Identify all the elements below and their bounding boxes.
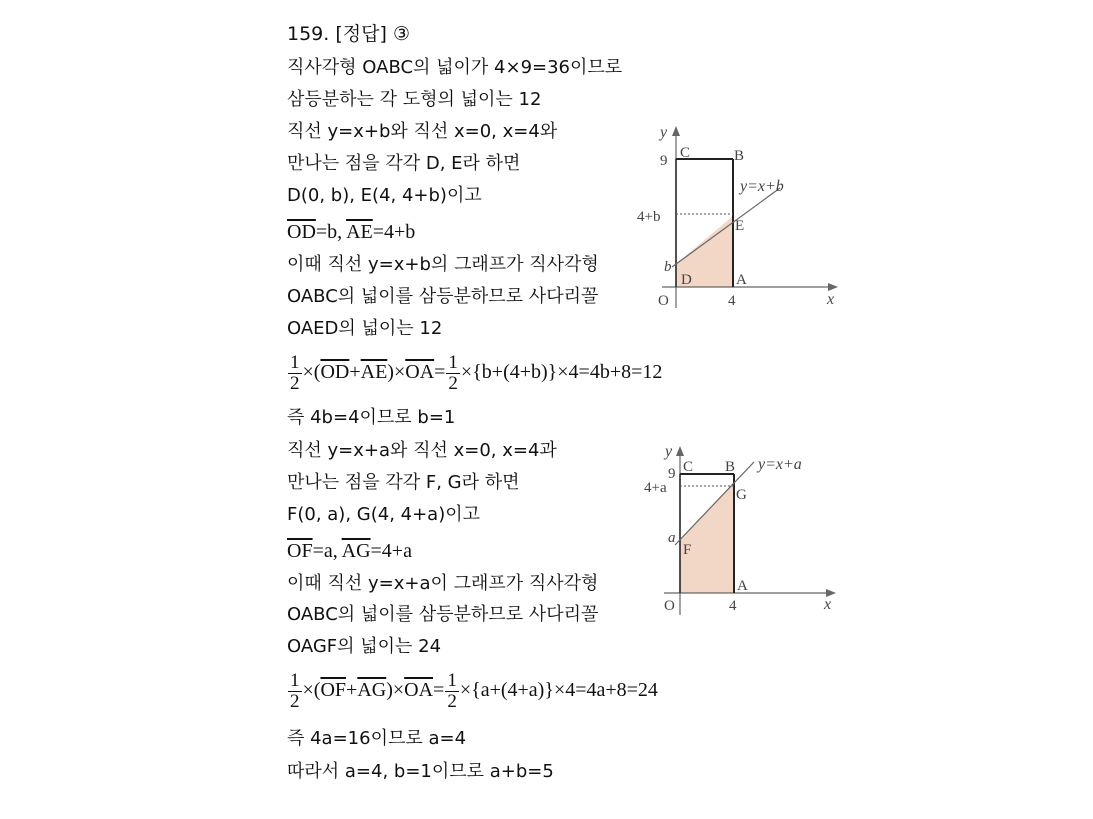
segment-OF: $\overline{OF}$ (320, 679, 347, 701)
text-line: OAGF의 넓이는 24 (287, 636, 442, 657)
x-axis-arrow (828, 283, 838, 291)
eq-part: ×{b+(4+b)}×4=4b+8=12 (460, 361, 663, 383)
eq-part: ×{a+(4+a)}×4=4a+8=24 (459, 679, 658, 701)
text-line: 만나는 점을 각각 D, E라 하면 (287, 153, 521, 174)
segment-OA: $\overline{OA}$ (405, 361, 435, 383)
text-line: 즉 4b=4이므로 b=1 (287, 407, 456, 428)
fraction-den: 2 (447, 690, 457, 712)
eq-part: + (346, 679, 358, 701)
y-tick-b: b (664, 259, 672, 275)
line-label: y=x+a (758, 456, 802, 473)
eq-part: =b, (315, 221, 343, 243)
point-F: F (683, 542, 692, 558)
graph-2 (630, 440, 850, 620)
area-equation-2 (287, 667, 658, 713)
y-tick-a: a (668, 530, 676, 546)
y-axis-arrow (672, 126, 680, 136)
text-line: OAED의 넓이는 12 (287, 318, 443, 339)
fraction (446, 353, 460, 394)
problem-header (287, 22, 410, 46)
origin-label: O (658, 293, 669, 309)
point-B: B (734, 148, 745, 164)
fraction-den: 2 (290, 372, 300, 394)
eq-part: + (349, 361, 361, 383)
fraction-den: 2 (448, 372, 458, 394)
fraction-num: 1 (448, 351, 458, 373)
y-tick-9: 9 (668, 466, 676, 482)
answer-choice: ③ (392, 23, 410, 45)
answer-label: [정답] (335, 23, 387, 45)
text-line: F(0, a), G(4, 4+a)이고 (287, 504, 480, 525)
fraction (288, 353, 302, 394)
problem-number: 159. (287, 23, 330, 45)
fraction-num: 1 (290, 351, 300, 373)
segment-AG: $\overline{AG}$ (341, 540, 371, 562)
fraction-num: 1 (290, 669, 300, 691)
point-D: D (681, 272, 692, 288)
eq-part: =4+a (370, 540, 412, 562)
fraction-den: 2 (290, 690, 300, 712)
point-A: A (736, 272, 747, 288)
point-C: C (683, 459, 694, 475)
eq-part: ×( (302, 361, 321, 383)
x-tick-4: 4 (728, 293, 736, 309)
line-label: y=x+b (740, 178, 784, 195)
text-line: 만나는 점을 각각 F, G라 하면 (287, 472, 520, 493)
origin-label: O (664, 598, 675, 614)
segment-AG: $\overline{AG}$ (357, 679, 387, 701)
segment-OD: $\overline{OD}$ (320, 361, 350, 383)
segment-AE: $\overline{AE}$ (360, 361, 388, 383)
shaded-trapezoid (680, 482, 734, 593)
fraction-num: 1 (447, 669, 457, 691)
text-line: OABC의 넓이를 삼등분하므로 사다리꼴 (287, 286, 599, 307)
point-E: E (735, 218, 745, 234)
text-line: D(0, b), E(4, 4+b)이고 (287, 185, 482, 206)
text-line: 직선 y=x+b와 직선 x=0, x=4와 (287, 121, 558, 142)
segment-AE: $\overline{AE}$ (346, 221, 373, 243)
text-line: 직사각형 OABC의 넓이가 4×9=36이므로 (287, 57, 623, 78)
point-G: G (736, 487, 747, 503)
fraction (288, 671, 302, 712)
segment-equation (287, 220, 415, 244)
segment-equation (287, 539, 412, 563)
segment-OA: $\overline{OA}$ (404, 679, 434, 701)
text-line: OABC의 넓이를 삼등분하므로 사다리꼴 (287, 604, 599, 625)
eq-part: )× (387, 361, 406, 383)
eq-part: = (434, 361, 446, 383)
fraction (445, 671, 459, 712)
eq-part: =a, (312, 540, 338, 562)
area-equation-1 (287, 349, 662, 395)
eq-part: )× (386, 679, 405, 701)
text-line: 이때 직선 y=x+a이 그래프가 직사각형 (287, 573, 599, 594)
point-A: A (737, 578, 748, 594)
point-C: C (680, 145, 691, 161)
y-axis-label: y (665, 443, 673, 460)
eq-part: =4+b (372, 221, 416, 243)
y-tick-9: 9 (660, 153, 668, 169)
text-line: 이때 직선 y=x+b의 그래프가 직사각형 (287, 254, 599, 275)
text-line: 즉 4a=16이므로 a=4 (287, 728, 467, 749)
y-tick-4b: 4+b (637, 209, 661, 225)
y-tick-4a: 4+a (644, 480, 667, 496)
x-axis-label: x (827, 291, 835, 308)
x-tick-4: 4 (729, 598, 737, 614)
text-line: 삼등분하는 각 도형의 넓이는 12 (287, 89, 542, 110)
eq-part: ×( (302, 679, 321, 701)
segment-OF: $\overline{OF}$ (287, 540, 313, 562)
text-line: 따라서 a=4, b=1이므로 a+b=5 (287, 761, 554, 782)
x-axis-label: x (824, 596, 832, 613)
segment-OD: $\overline{OD}$ (287, 221, 316, 243)
text-line: 직선 y=x+a와 직선 x=0, x=4과 (287, 440, 557, 461)
y-axis-label: y (660, 124, 668, 141)
eq-part: = (433, 679, 445, 701)
graph-1 (630, 120, 850, 320)
y-axis-arrow (676, 446, 684, 456)
point-B: B (725, 459, 736, 475)
